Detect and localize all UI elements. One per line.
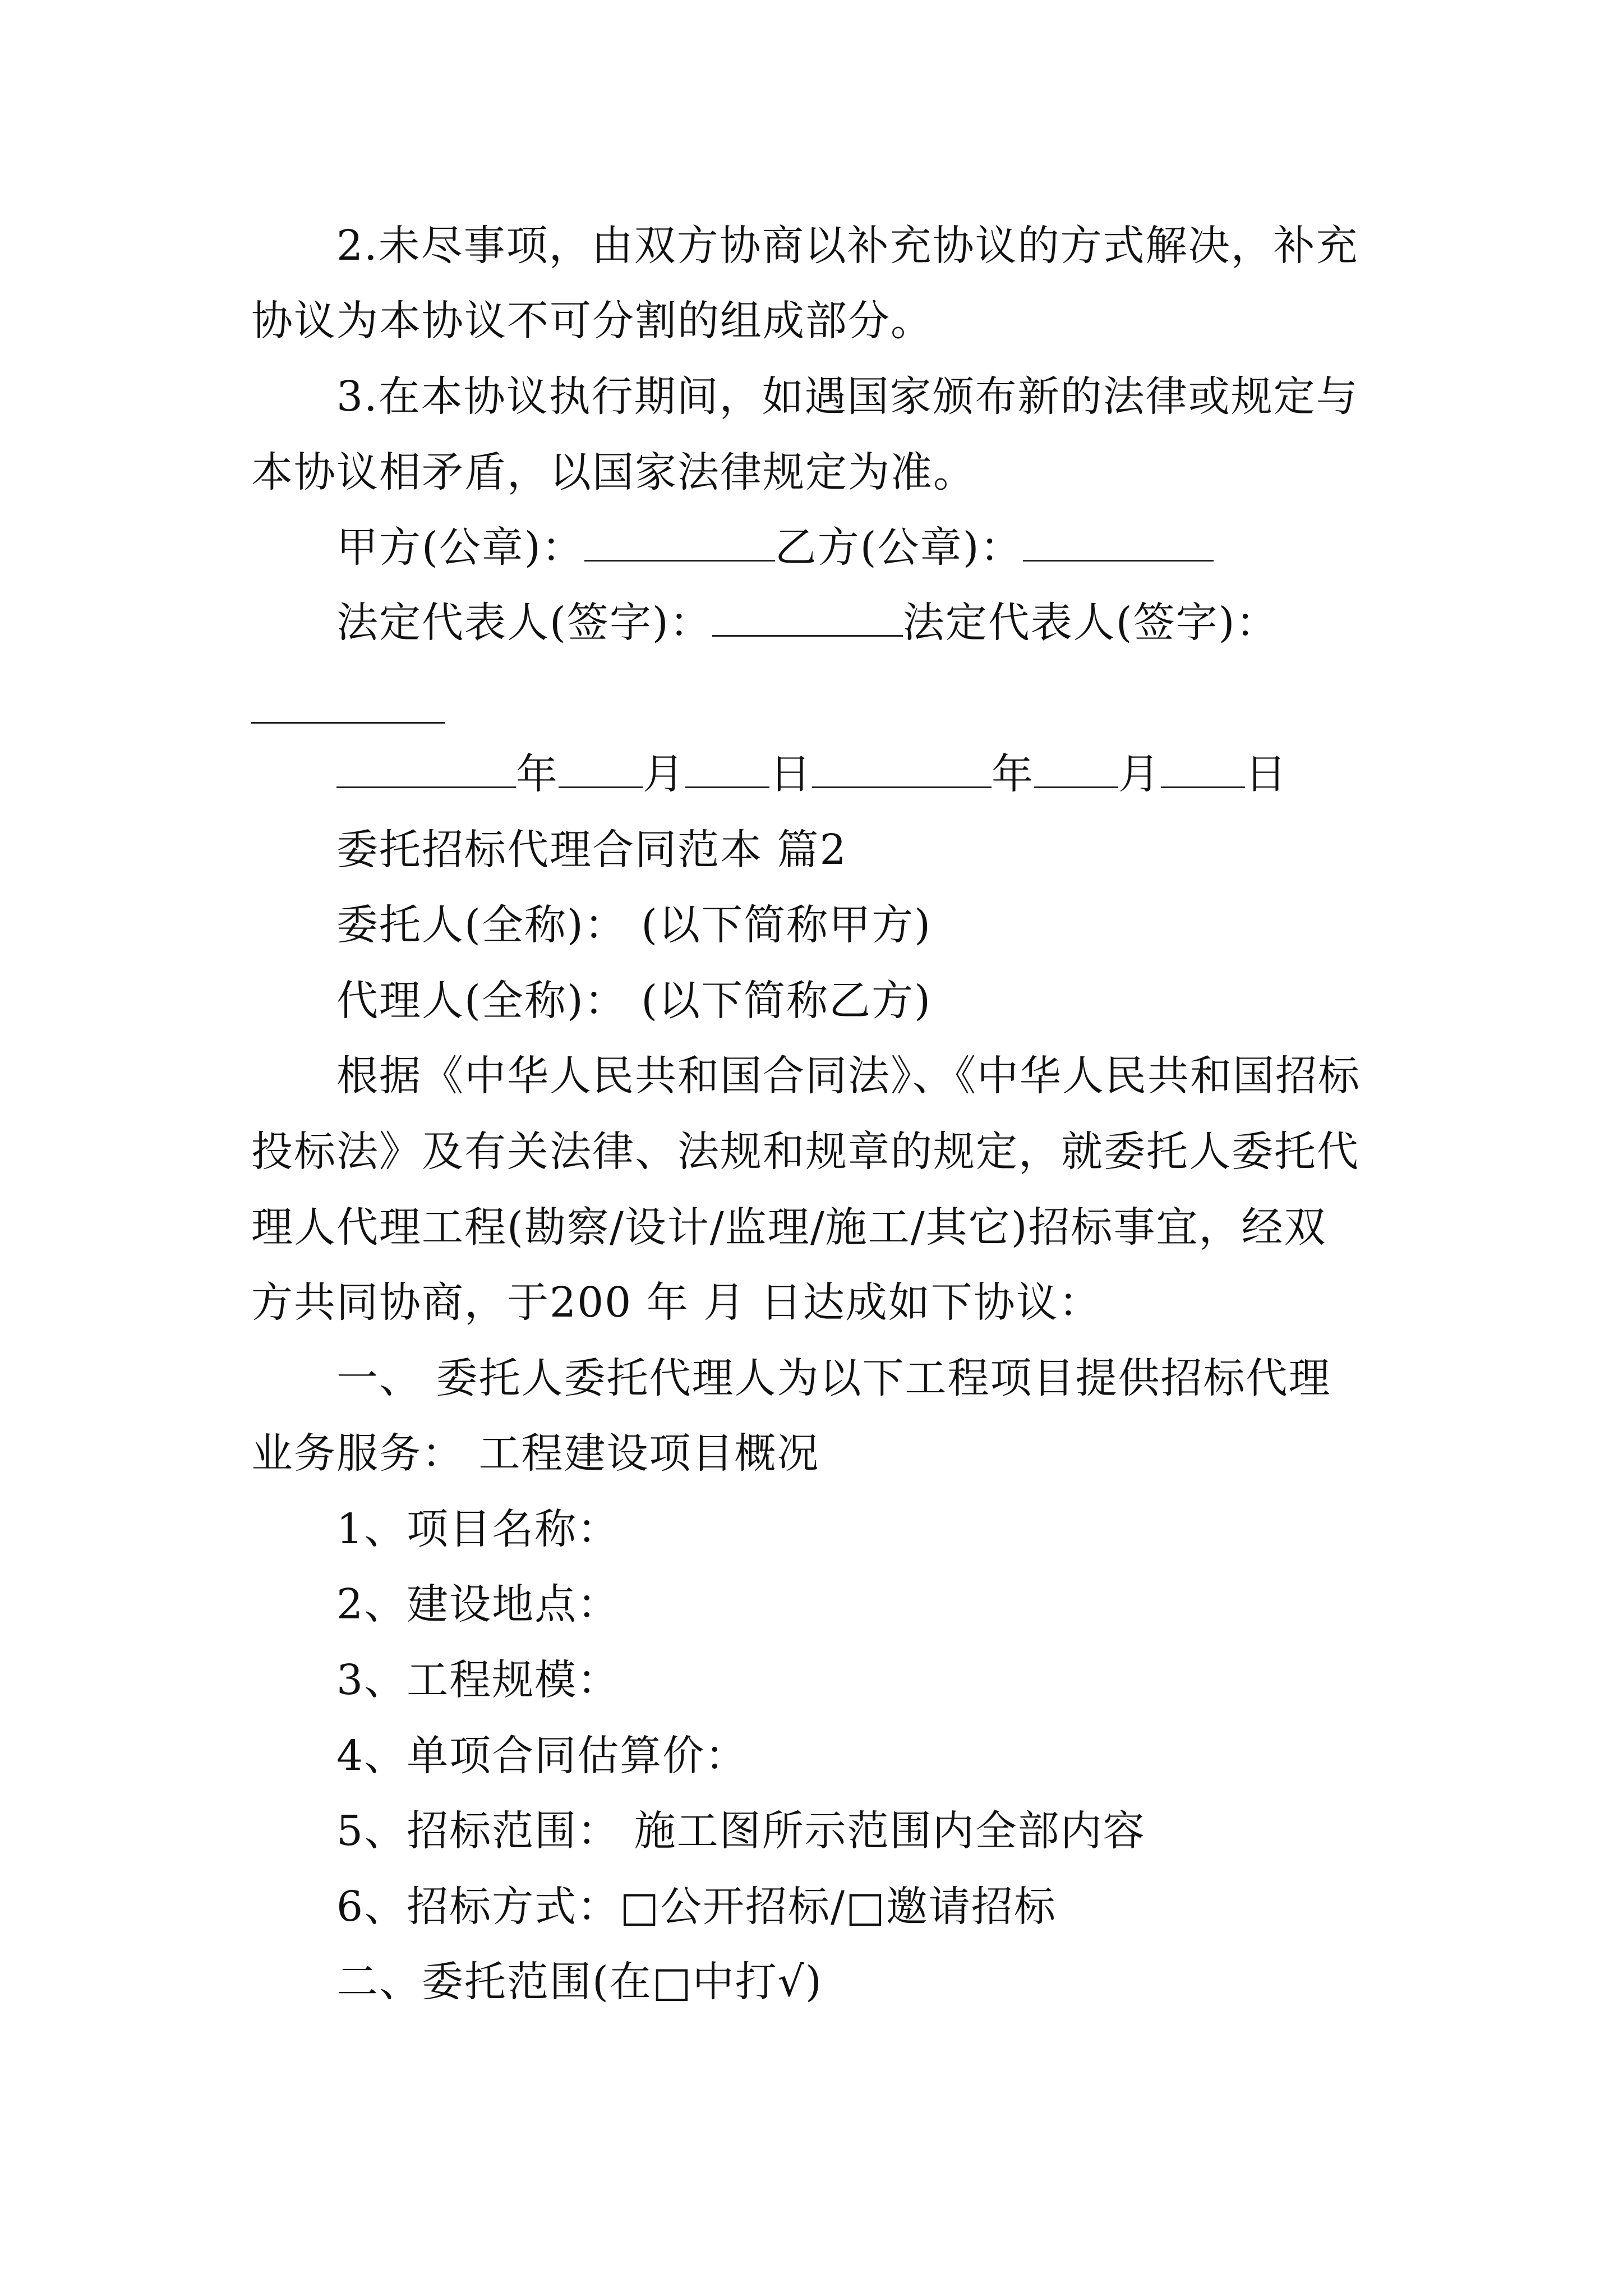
- party-b-seal-blank: [1023, 524, 1214, 562]
- month-a-label: 月: [643, 750, 685, 798]
- party-a-seal-blank: [584, 524, 775, 562]
- day-b-label: 日: [1245, 750, 1288, 798]
- item-scale: 3、工程规模：: [336, 1656, 620, 1704]
- rep-b-label: 法定代表人(签字)：: [902, 599, 1279, 647]
- month-a-blank: [559, 751, 643, 788]
- item-tender-method: 6、招标方式：□公开招标/□邀请招标: [336, 1883, 1057, 1931]
- item-project-name: 1、项目名称：: [336, 1505, 620, 1553]
- clause-2-line-2: 协议为本协议不可分割的组成部分。: [251, 297, 933, 345]
- day-a-blank: [685, 751, 769, 788]
- day-b-blank: [1161, 751, 1245, 788]
- clause-2-line-1: 2.未尽事项，由双方协商以补充协议的方式解决，补充: [336, 222, 1359, 270]
- principal-line: 委托人(全称)： (以下简称甲方): [336, 901, 932, 949]
- date-line: [336, 749, 1288, 799]
- clause-3-line-2: 本协议相矛盾，以国家法律规定为准。: [251, 448, 976, 496]
- item-location: 2、建设地点：: [336, 1580, 620, 1628]
- rep-b-blank: [251, 722, 445, 724]
- article-2-title: 二、委托范围(在□中打√): [336, 1958, 823, 2006]
- preamble-line-3: 理人代理工程(勘察/设计/监理/施工/其它)招标事宜，经双: [251, 1203, 1327, 1251]
- preamble-line-4: 方共同协商，于200 年 月 日达成如下协议：: [251, 1278, 1101, 1327]
- article-1-line-1: 一、 委托人委托代理人为以下工程项目提供招标代理: [336, 1354, 1331, 1402]
- preamble-line-1: 根据《中华人民共和国合同法》、《中华人民共和国招标: [336, 1052, 1361, 1100]
- section-title: 委托招标代理合同范本 篇2: [336, 826, 847, 874]
- day-a-label: 日: [769, 750, 812, 798]
- preamble-line-2: 投标法》及有关法律、法规和规章的规定，就委托人委托代: [251, 1128, 1359, 1176]
- representative-line: [336, 597, 1279, 648]
- clause-3-line-1: 3.在本协议执行期间，如遇国家颁布新的法律或规定与: [336, 372, 1359, 421]
- item-tender-scope: 5、招标范围： 施工图所示范围内全部内容: [336, 1807, 1146, 1855]
- article-1-line-2: 业务服务： 工程建设项目概况: [251, 1429, 820, 1478]
- year-b-blank: [812, 751, 992, 788]
- party-a-seal-label: 甲方(公章)：: [336, 523, 584, 572]
- rep-a-blank: [712, 599, 903, 637]
- year-a-blank: [336, 751, 516, 788]
- year-a-label: 年: [516, 750, 559, 798]
- year-b-label: 年: [992, 750, 1034, 798]
- month-b-blank: [1034, 751, 1118, 788]
- month-b-label: 月: [1118, 750, 1161, 798]
- party-b-seal-label: 乙方(公章)：: [774, 523, 1023, 572]
- agent-line: 代理人(全称)： (以下简称乙方): [336, 977, 932, 1025]
- seal-line: [336, 522, 1214, 573]
- item-estimated-price: 4、单项合同估算价：: [336, 1732, 748, 1780]
- rep-a-label: 法定代表人(签字)：: [336, 599, 712, 647]
